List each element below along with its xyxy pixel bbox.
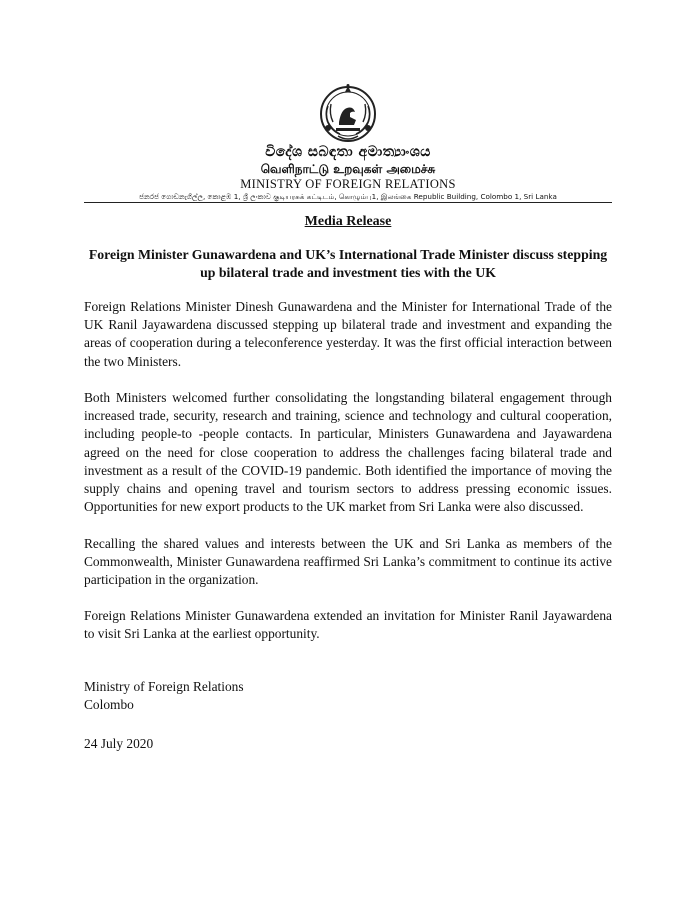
release-date: 24 July 2020 (84, 736, 154, 751)
release-title: Foreign Minister Gunawardena and UK’s International Trade Minister discuss stepping up bilateral trade and investment ties with the UK (88, 247, 608, 280)
letterhead-divider (84, 202, 612, 203)
ministry-name-english: MINISTRY OF FOREIGN RELATIONS (240, 177, 456, 191)
document-heading: Media Release (304, 214, 392, 229)
body-paragraph-3: Recalling the shared values and interests between the UK and Sri Lanka as members of the Commonwealth, Minister Gunawardena reaffirmed Sri Lanka’s commitment to continue its active participation in the organization. (84, 536, 612, 588)
sri-lanka-emblem-icon (314, 84, 382, 144)
body-paragraph-1: Foreign Relations Minister Dinesh Gunawardena and the Minister for International Trade of the UK Ranil Jayawardena discussed stepping up bilateral trade and investment and expanding the areas of cooperation during a teleconference yesterday. It was the first official interaction between the two Ministers. (84, 299, 612, 369)
signature-location: Colombo (84, 697, 134, 713)
signature-organization: Ministry of Foreign Relations (84, 679, 244, 694)
ministry-address: ජනරජ ගොඩනැගිල්ල, කොළඹ 1, ශ්‍රී ලංකාව குடியரசுக் கட்டிடம், கொழும்பு1, இலங்கை Republic Building, Colombo 1, Sri Lanka (139, 192, 557, 201)
signature-block (84, 678, 244, 714)
body-paragraph-2: Both Ministers welcomed further consolidating the longstanding bilateral engagement through increased trade, security, research and training, science and technology and cultural cooperation, including people-to -people contacts. In particular, Ministers Gunawardena and Jayawardena agreed on the need for close cooperation to address the challenges facing bilateral trade and investment as a result of the COVID-19 pandemic. Both identified the importance of moving the supply chains and opening travel and tourism sectors to address pressing economic issues. Opportunities for new export products to the UK market from Sri Lanka were also discussed. (84, 390, 612, 515)
body-paragraph-4: Foreign Relations Minister Gunawardena extended an invitation for Minister Ranil Jayawardena to visit Sri Lanka at the earliest opportunity. (84, 608, 612, 642)
ministry-name-sinhala: විදේශ සබඳතා අමාත්‍යාංශය (265, 144, 431, 160)
ministry-name-tamil: வெளிநாட்டு உறவுகள் அமைச்சு (260, 162, 436, 176)
